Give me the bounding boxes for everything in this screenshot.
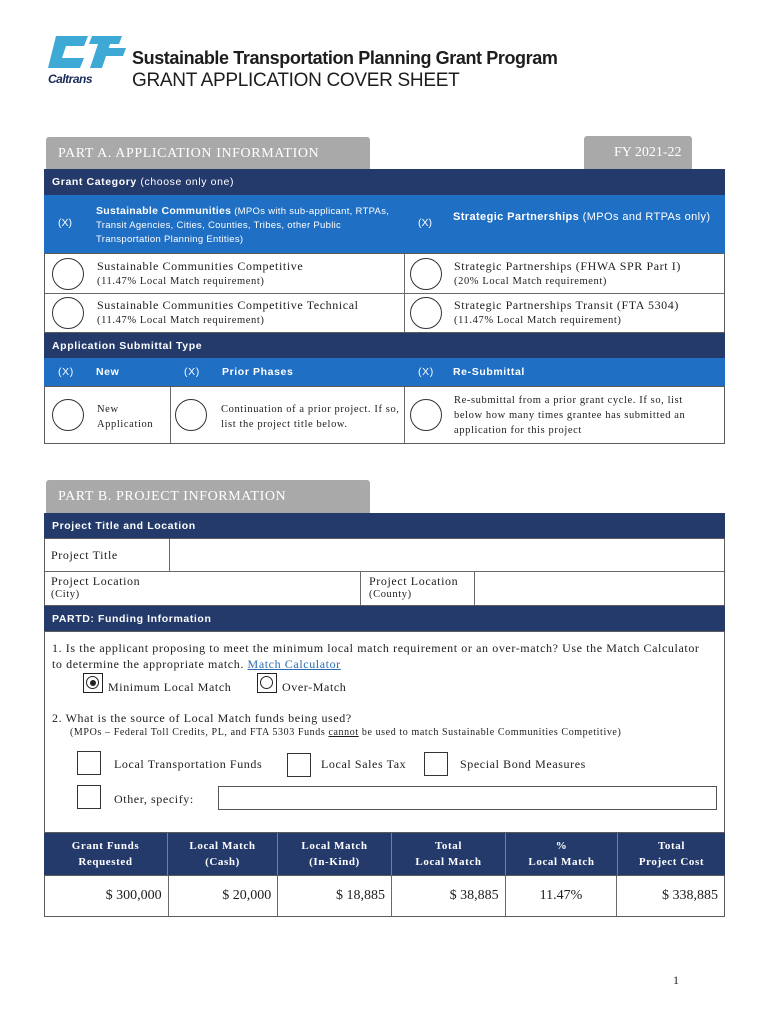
part-b-tab: PART B. PROJECT INFORMATION bbox=[46, 480, 370, 513]
funding-info-label: PARTD: Funding Information bbox=[52, 613, 212, 625]
local-transport-funds-checkbox[interactable] bbox=[77, 751, 101, 775]
location-county-label-group bbox=[369, 574, 458, 602]
other-specify-label: Other, specify: bbox=[114, 792, 194, 806]
question-2-text: 2. What is the source of Local Match funds being used? bbox=[52, 711, 352, 725]
page-number: 1 bbox=[673, 973, 679, 987]
logo-wordmark: Caltrans bbox=[48, 72, 93, 86]
location-county-sub: (County) bbox=[369, 589, 412, 600]
prior-mark: (X) bbox=[184, 366, 200, 378]
funding-table-header-line: Total bbox=[657, 840, 686, 852]
sp-transit-req: (11.47% Local Match requirement) bbox=[454, 315, 622, 326]
sp-fhwa-req: (20% Local Match requirement) bbox=[454, 276, 607, 287]
local-sales-tax-checkbox[interactable] bbox=[287, 753, 311, 777]
funding-table-value-cell[interactable]: $ 20,000 bbox=[169, 876, 279, 916]
question-1-text: 1. Is the applicant proposing to meet the minimum local match requirement or an over-match? Use the Match Calculator to determine the appropriate match. bbox=[52, 641, 700, 671]
grant-category-hint: (choose only one) bbox=[140, 176, 235, 188]
special-bond-label: Special Bond Measures bbox=[460, 757, 586, 771]
new-radio[interactable] bbox=[52, 399, 84, 431]
fiscal-year-tab: FY 2021-22 bbox=[584, 136, 692, 170]
other-specify-field[interactable] bbox=[218, 786, 717, 810]
sc-competitive-radio[interactable] bbox=[52, 258, 84, 290]
grant-category-label: Grant Category bbox=[52, 176, 137, 188]
sp-transit-option bbox=[454, 298, 679, 328]
funding-table-header bbox=[44, 833, 725, 875]
new-mark: (X) bbox=[58, 366, 74, 378]
funding-table-header-cell bbox=[392, 833, 506, 875]
funding-info-bar bbox=[44, 606, 725, 631]
project-title-field[interactable] bbox=[171, 541, 721, 569]
funding-table-header-cell bbox=[168, 833, 278, 875]
category-options bbox=[44, 253, 725, 333]
caltrans-logo bbox=[44, 32, 128, 90]
sc-technical-option bbox=[97, 298, 359, 328]
location-county-field[interactable] bbox=[476, 573, 720, 603]
sc-mark: (X) bbox=[58, 217, 72, 229]
funding-table-header-line: Local Match bbox=[301, 840, 368, 852]
category-header-row bbox=[44, 195, 725, 253]
submittal-options bbox=[44, 386, 725, 444]
new-header: New bbox=[96, 366, 120, 378]
title-location-bar bbox=[44, 513, 725, 538]
sc-technical-radio[interactable] bbox=[52, 297, 84, 329]
location-city-sub: (City) bbox=[51, 589, 80, 600]
funding-table-header-line: Total bbox=[434, 840, 463, 852]
funding-table-header-line: Local Match bbox=[189, 840, 256, 852]
local-transport-funds-label: Local Transportation Funds bbox=[114, 757, 263, 771]
funding-table-header-cell bbox=[618, 833, 725, 875]
location-city-field[interactable] bbox=[171, 573, 357, 603]
funding-table-header-line: Local Match bbox=[415, 856, 482, 868]
other-specify-checkbox[interactable] bbox=[77, 785, 101, 809]
question-2-note-a: (MPOs – Federal Toll Credits, PL, and FTA 5303 Funds bbox=[70, 727, 326, 738]
submittal-type-bar bbox=[44, 333, 725, 358]
location-city-label-group bbox=[51, 574, 140, 602]
funding-table-header-cell bbox=[278, 833, 392, 875]
new-application-label: New Application bbox=[97, 404, 154, 430]
submittal-type-label: Application Submittal Type bbox=[52, 340, 203, 352]
funding-table-header-line: (In-Kind) bbox=[309, 856, 360, 868]
location-county-label: Project Location bbox=[369, 574, 459, 588]
program-title: Sustainable Transportation Planning Grant Program bbox=[132, 48, 558, 68]
resubmittal-header: Re-Submittal bbox=[453, 366, 525, 378]
prior-phases-radio[interactable] bbox=[175, 399, 207, 431]
sc-competitive-option bbox=[97, 259, 303, 289]
question-1 bbox=[52, 640, 702, 672]
question-2-note-cannot: cannot bbox=[328, 727, 359, 738]
sp-mark: (X) bbox=[418, 217, 432, 229]
over-match-radio[interactable] bbox=[257, 673, 277, 693]
sp-fhwa-label: Strategic Partnerships (FHWA SPR Part I) bbox=[454, 259, 681, 273]
sc-header bbox=[96, 204, 396, 247]
grant-category-bar bbox=[44, 169, 725, 195]
project-title-label: Project Title bbox=[51, 548, 118, 562]
min-local-match-label: Minimum Local Match bbox=[108, 680, 232, 694]
funding-table-header-cell bbox=[506, 833, 618, 875]
funding-table-header-line: Local Match bbox=[528, 856, 595, 868]
funding-table-value-cell[interactable]: 11.47% bbox=[506, 876, 618, 916]
funding-table-header-line: Project Cost bbox=[638, 856, 705, 868]
over-match-label: Over-Match bbox=[282, 680, 347, 694]
resubmittal-desc: Re-submittal from a prior grant cycle. If so, list below how many times grantee has submitted an application for this project bbox=[454, 395, 686, 436]
sc-competitive-label: Sustainable Communities Competitive bbox=[97, 259, 304, 273]
sp-transit-label: Strategic Partnerships Transit (FTA 5304) bbox=[454, 298, 679, 312]
question-2-note bbox=[70, 727, 621, 738]
funding-table-values bbox=[44, 875, 725, 917]
submittal-header-row bbox=[44, 358, 725, 386]
funding-table-header-line: % bbox=[555, 840, 568, 852]
location-city-label: Project Location bbox=[51, 574, 141, 588]
project-info-box bbox=[44, 538, 725, 606]
prior-phases-desc: Continuation of a prior project. If so, list the project title below. bbox=[221, 404, 400, 430]
sc-competitive-req: (11.47% Local Match requirement) bbox=[97, 276, 265, 287]
sc-title: Sustainable Communities bbox=[96, 205, 232, 217]
cover-sheet-title: GRANT APPLICATION COVER SHEET bbox=[132, 70, 460, 91]
part-a-tab: PART A. APPLICATION INFORMATION bbox=[46, 137, 370, 169]
sc-technical-label: Sustainable Communities Competitive Technical bbox=[97, 298, 359, 312]
funding-table-header-cell bbox=[44, 833, 168, 875]
resub-mark: (X) bbox=[418, 366, 434, 378]
min-local-match-radio[interactable] bbox=[83, 673, 103, 693]
match-calculator-link[interactable]: Match Calculator bbox=[247, 657, 341, 671]
sp-fhwa-radio[interactable] bbox=[410, 258, 442, 290]
funding-table-value-cell[interactable]: $ 300,000 bbox=[45, 876, 169, 916]
sp-desc: (MPOs and RTPAs only) bbox=[582, 211, 711, 223]
sc-desc: (MPOs with sub-applicant, RTPAs, Transit Agencies, Cities, Counties, Tribes, other Public Transportation Planning Entities) bbox=[96, 206, 390, 245]
sp-fhwa-option bbox=[454, 259, 681, 289]
local-sales-tax-label: Local Sales Tax bbox=[321, 757, 407, 771]
sp-header bbox=[453, 209, 713, 225]
funding-table-value-cell[interactable]: $ 18,885 bbox=[278, 876, 392, 916]
resubmittal-radio[interactable] bbox=[410, 399, 442, 431]
sp-transit-radio[interactable] bbox=[410, 297, 442, 329]
question-2-note-b: be used to match Sustainable Communities Competitive) bbox=[361, 727, 622, 738]
title-location-label: Project Title and Location bbox=[52, 520, 196, 532]
funding-table-header-line: Requested bbox=[78, 856, 133, 868]
sc-technical-req: (11.47% Local Match requirement) bbox=[97, 315, 265, 326]
sp-title: Strategic Partnerships bbox=[453, 211, 580, 223]
special-bond-checkbox[interactable] bbox=[424, 752, 448, 776]
funding-table-value-cell[interactable]: $ 338,885 bbox=[662, 888, 718, 903]
prior-phases-header: Prior Phases bbox=[222, 366, 294, 378]
funding-table-header-line: Grant Funds bbox=[71, 840, 140, 852]
funding-table-header-line: (Cash) bbox=[205, 856, 240, 868]
funding-table-value-cell[interactable]: $ 38,885 bbox=[392, 876, 506, 916]
